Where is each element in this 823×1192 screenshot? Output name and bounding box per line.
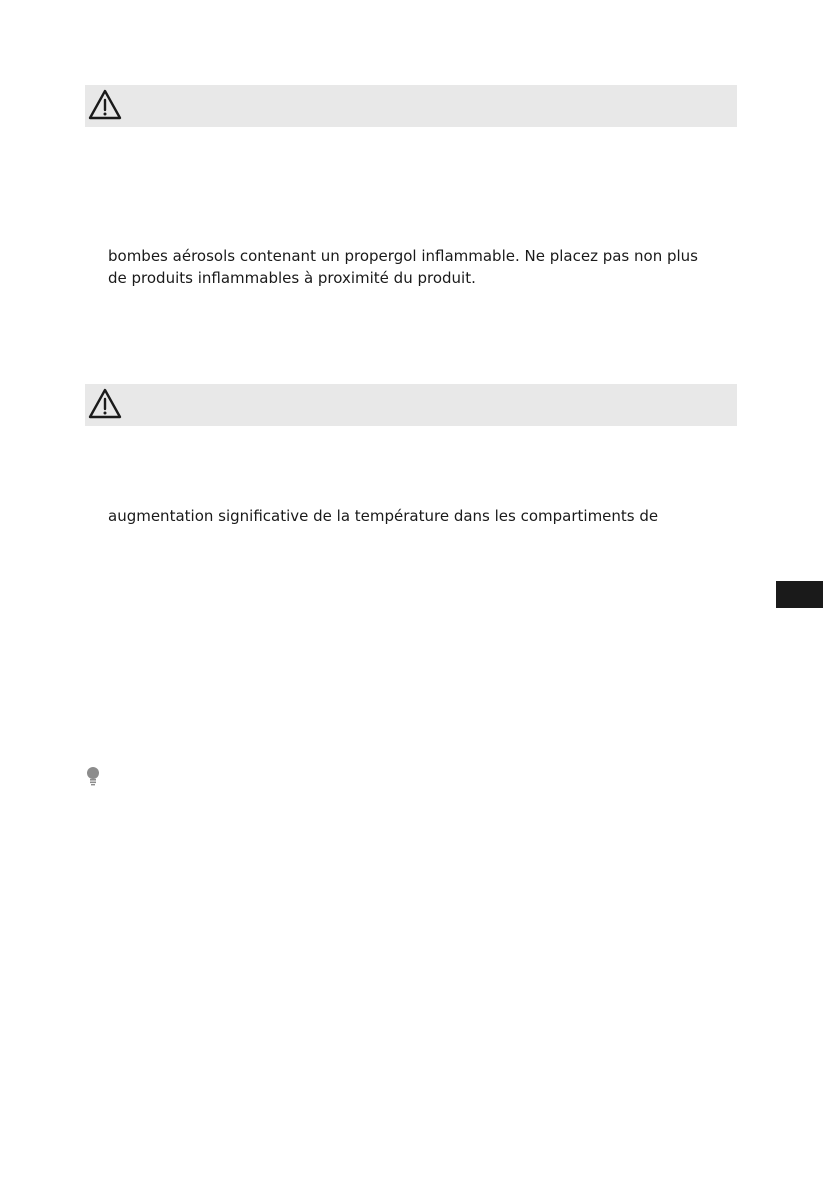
warning-header-1 — [85, 85, 737, 127]
section2-line1: augmentation significative de la température dans les compartiments de — [108, 507, 659, 525]
chapter-tab — [776, 581, 823, 608]
lightbulb-icon — [85, 766, 101, 786]
warning-triangle-icon — [87, 387, 123, 421]
warning-header-2 — [85, 384, 737, 426]
warning-triangle-icon — [87, 88, 123, 122]
section1-line2: de produits inflammables à proximité du produit. — [108, 269, 476, 287]
section1-line1: bombes aérosols contenant un propergol inflammable. Ne placez pas non plus — [108, 247, 698, 265]
